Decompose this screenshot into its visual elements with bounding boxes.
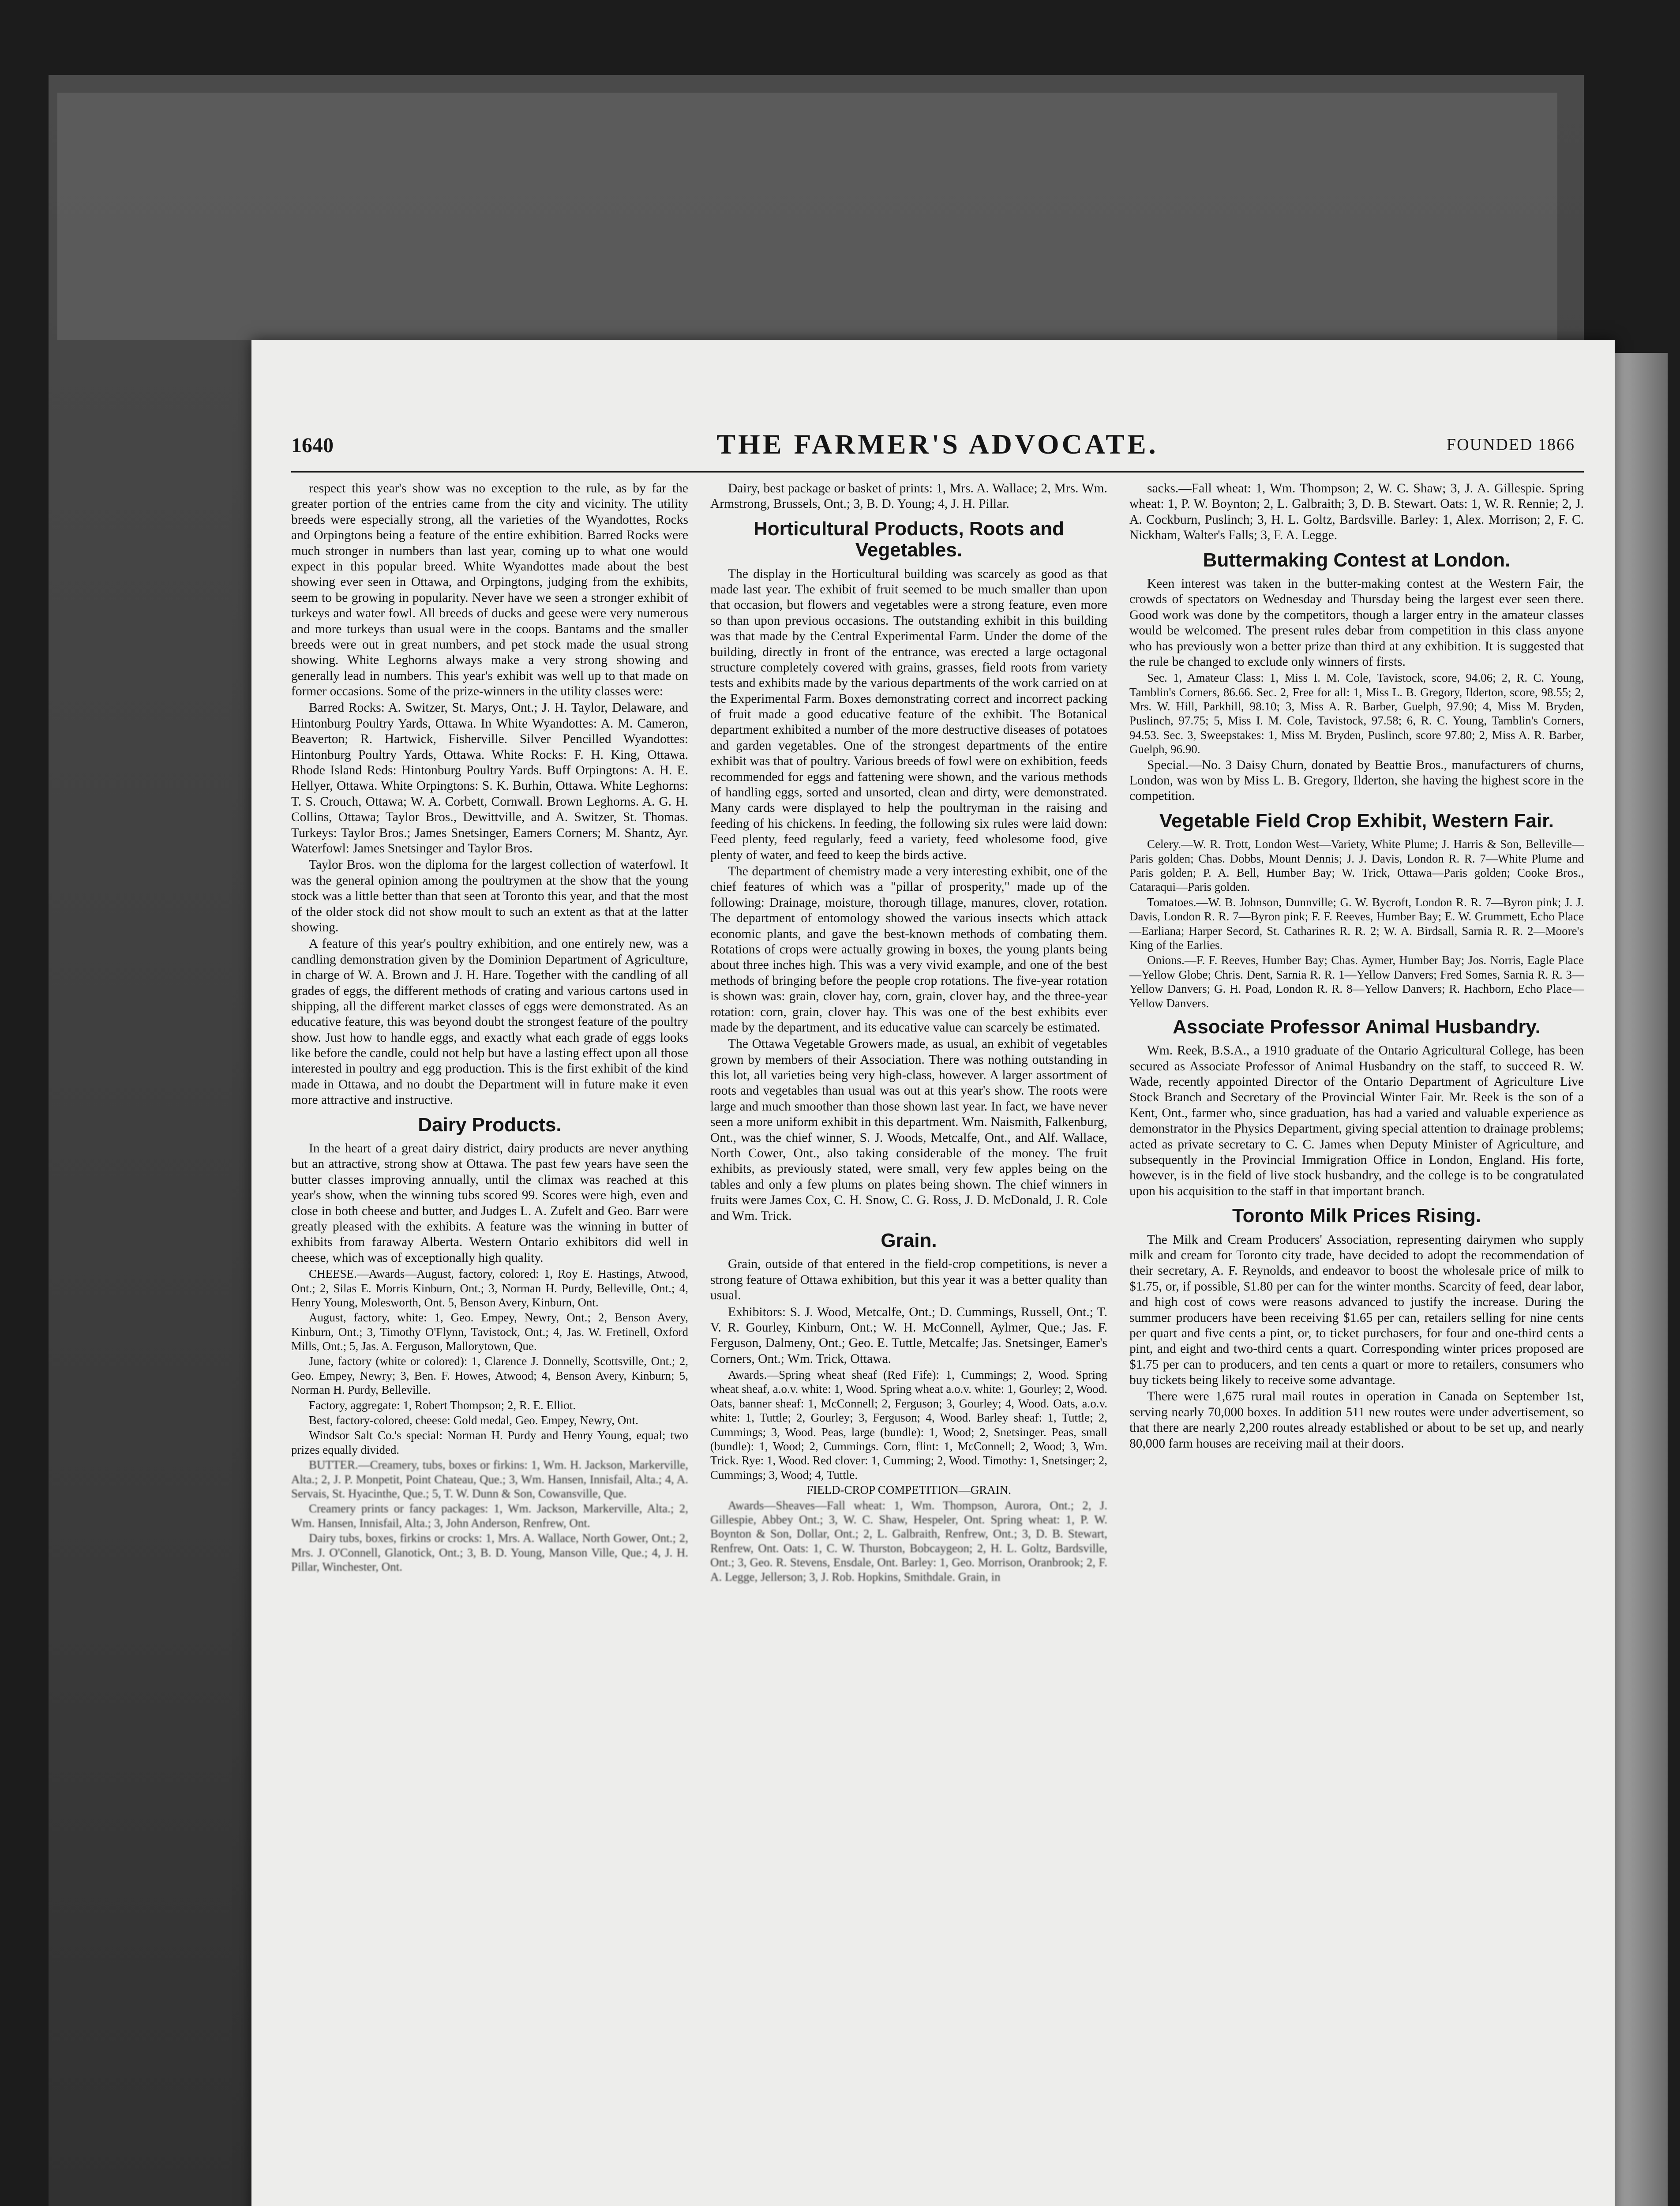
- paragraph: The department of chemistry made a very interesting exhibit, one of the chief features of which was a "pillar of prosperity," made up of the following: Drainage, moisture, thorough tillage, manures, clover, rotation. The department of entomology showed the various insects which attack economic plants, and gave the best-known methods of combating them. Rotations of crops were actually growing in boxes, the young plants being about three inches high. This was a very vivid example, and one of the best methods of bringing before the people crop rotations. The five-year rotation is shown was: grain, clover hay, corn, grain, clover hay, and the three-year rotation: corn, grain, clover hay. This was one of the best exhibits ever made by the department, and its educative value can scarcely be estimated.: [710, 864, 1107, 1035]
- paragraph: respect this year's show was no exception to the rule, as by far the greater portion of the entries came from the city and vicinity. The utility breeds were especially strong, all the varieties of the Wyandottes, Rocks and Orpingtons being a feature of the entire exhibition. Barred Rocks were much stronger in numbers than last year, coming up to what one would expect in this popular breed. White Wyandottes made about the best showing ever seen in Ottawa, and Orpingtons, judging from the exhibits, seem to be growing in popularity. Never have we seen a stronger exhibit of turkeys and water fowl. All breeds of ducks and geese were very numerous and more turkeys than usual were in the coops. Bantams and the smaller breeds were out in great numbers, and pet stock made the usual strong showing. White Leghorns always make a very strong showing and generally lead in numbers. This year's exhibit was well up to that made on former occasions. Some of the prize-winners in the utility classes were:: [291, 481, 688, 699]
- paragraph: Dairy, best package or basket of prints: 1, Mrs. A. Wallace; 2, Mrs. Wm. Armstrong, Brussels, Ont.; 3, B. D. Young; 4, J. H. Pillar.: [710, 481, 1107, 511]
- column-3: [1129, 481, 1584, 2206]
- paragraph: A feature of this year's poultry exhibition, and one entirely new, was a candling demonstration given by the Dominion Department of Agriculture, in charge of W. A. Brown and J. H. Hare. Together with the candling of all grades of eggs, the different methods of crating and various cartons used in shipping, all the different market classes of eggs were demonstrated. As an educative feature, this was beyond doubt the strongest feature of the poultry show. Just how to handle eggs, and exactly what each grade of eggs looks like before the candle, could not help but have a lasting effect upon all those interested in poultry and egg production. This is the first exhibit of the kind made in Ottawa, and no doubt the Department will in future make it even more attractive and instructive.: [291, 937, 688, 1107]
- paragraph: Wm. Reek, B.S.A., a 1910 graduate of the Ontario Agricultural College, has been secured as Associate Professor of Animal Husbandry on the staff, to succeed R. W. Wade, recently appointed Director of the Ontario Department of Agriculture Live Stock Branch and Secretary of the Provincial Winter Fair. Mr. Reek is the son of a Kent, Ont., farmer who, since graduation, has had a varied and valuable experience as demonstrator in the Physics Department, giving special attention to drainage problems; acted as private secretary to C. C. James when Deputy Minister of Agriculture, and subsequently in the Provincial Immigration Office in London, England. His forte, however, is in the field of live stock husbandry, and the college is to be congratulated upon his acquisition to the staff in that important branch.: [1129, 1043, 1584, 1198]
- award-paragraph: CHEESE.—Awards—August, factory, colored: 1, Roy E. Hastings, Atwood, Ont.; 2, Silas E. Morris Kinburn, Ont.; 3, Norman H. Purdy, Belleville, Ont.; 4, Henry Young, Molesworth, Ont. 5, Benson Avery, Kinburn, Ont.: [291, 1267, 688, 1309]
- award-paragraph: June, factory (white or colored): 1, Clarence J. Donnelly, Scottsville, Ont.; 2, Geo. Empey, Newry; 3, Ben. F. Howes, Atwood; 4, Benson Avery, Kinburn; 5, Norman H. Purdy, Belleville.: [291, 1354, 688, 1397]
- section-heading-grain: Grain.: [881, 1229, 937, 1251]
- award-paragraph: Windsor Salt Co.'s special: Norman H. Purdy and Henry Young, equal; two prizes equally divided.: [291, 1429, 688, 1456]
- award-paragraph: Factory, aggregate: 1, Robert Thompson; 2, R. E. Elliot.: [309, 1398, 576, 1412]
- award-paragraph: August, factory, white: 1, Geo. Empey, Newry, Ont.; 2, Benson Avery, Kinburn, Ont.; 3, Timothy O'Flynn, Tavistock, Ont.; 4, Jas. W. Fretinell, Oxford Mills, Ont.; 5, Jas. A. Ferguson, Mallorytown, Que.: [291, 1311, 688, 1353]
- back-page-shadow: [57, 93, 1557, 340]
- award-paragraph: Awards—Sheaves—Fall wheat: 1, Wm. Thompson, Aurora, Ont.; 2, J. Gillespie, Abbey Ont.; 3, W. C. Shaw, Hespeler, Ont. Spring wheat: 1, P. W. Boynton & Son, Dollar, Ont.; 2, L. Galbraith, Renfrew, Ont.; 3, D. B. Stewart, Renfrew, Ont. Oats: 1, C. W. Thurston, Bobcaygeon; 2, H. L. Goltz, Bardsville, Ont.; 3, Geo. R. Stevens, Ensdale, Ont. Barley: 1, Geo. Morrison, Oranbrook; 2, F. A. Legge, Jellerson; 3, J. Rob. Hopkins, Smithdale. Grain, in: [710, 1498, 1107, 1583]
- page-number: 1640: [291, 434, 334, 457]
- section-heading-horticultural: Horticultural Products, Roots and Vegetables.: [753, 518, 1065, 561]
- column-1: [291, 481, 688, 2206]
- paragraph: Grain, outside of that entered in the field-crop competitions, is never a strong feature of Ottawa exhibition, but this year it was a better quality than usual.: [710, 1257, 1107, 1303]
- subheading: FIELD-CROP COMPETITION—GRAIN.: [806, 1483, 1011, 1497]
- paragraph: Exhibitors: S. J. Wood, Metcalfe, Ont.; D. Cummings, Russell, Ont.; T. V. R. Gourley, Kinburn, Ont.; W. H. McConnell, Aylmer, Que.; Jas. F. Ferguson, Dalmeny, Ont.; Geo. E. Tuttle, Metcalfe; Jas. Snetsinger, Eamer's Corners, Ont.; Wm. Trick, Ottawa.: [710, 1305, 1107, 1366]
- award-paragraph: Onions.—F. F. Reeves, Humber Bay; Chas. Aymer, Humber Bay; Jos. Norris, Eagle Place—Yellow Globe; Chris. Dent, Sarnia R. R. 1—Yellow Danvers; Fred Somes, Sarnia R. R. 3—Yellow Danvers; G. H. Poad, London R. R. 8—Yellow Danvers; R. Hachborn, Echo Place—Yellow Danvers.: [1129, 953, 1584, 1010]
- paragraph: Barred Rocks: A. Switzer, St. Marys, Ont.; J. H. Taylor, Delaware, and Hintonburg Poultry Yards, Ottawa. In White Wyandottes: A. M. Cameron, Beaverton; R. Hartwick, Fisherville. Silver Pencilled Wyandottes: Hintonburg Poultry Yards, Ottawa. White Rocks: F. H. King, Ottawa. Rhode Island Reds: Hintonburg Poultry Yards. Buff Orpingtons: A. H. E. Hellyer, Ottawa. White Orpingtons: S. K. Burhin, Ottawa. White Leghorns: T. S. Crouch, Ottawa; W. A. Corbett, Cornwall. Brown Leghorns. A. G. H. Collins, Ottawa; Taylor Bros., Dewittville, and A. Switzer, St. Thomas. Turkeys: Taylor Bros.; James Snetsinger, Eamers Corners; M. Shantz, Ayr. Waterfowl: James Snetsinger and Taylor Bros.: [291, 701, 688, 855]
- paragraph: The display in the Horticultural building was scarcely as good as that made last year. The exhibit of fruit seemed to be much smaller than upon that occasion, but flowers and vegetables were a strong feature, even more so than upon previous occasions. The outstanding exhibit in this building was that made by the Central Experimental Farm. Under the dome of the building, directly in front of the entrance, was erected a large octagonal structure completely covered with grains, grasses, field roots from variety tests and exhibits made by the various departments of the work carried on at the Experimental Farm. Boxes demonstrating correct and incorrect packing of fruit made a good educative feature of the exhibit. The Botanical department exhibited a number of the more destructive diseases of potatoes and garden vegetables. One of the strongest departments of the entire exhibit was that of poultry. Various breeds of fowl were on exhibition, feeds recommended for eggs and fattening were shown, and the various methods of handling eggs, sorted and unsorted, clean and dirty, were demonstrated. Many cards were displayed to help the poultryman in the raising and feeding of his chickens. In feeding, the following six rules were laid down: Feed plenty, feed regularly, feed a variety, feed wholesome food, give plenty of water, and feed to keep the birds active.: [710, 567, 1107, 862]
- award-paragraph: Tomatoes.—W. B. Johnson, Dunnville; G. W. Bycroft, London R. R. 7—Byron pink; J. J. Davis, London R. R. 7—Byron pink; F. F. Reeves, Humber Bay; E. W. Grummett, Echo Place—Earliana; Harper Secord, St. Catharines R. R. 2; W. A. Birdsall, Sarnia R. R. 2—Moore's King of the Earlies.: [1129, 895, 1584, 952]
- paragraph: Special.—No. 3 Daisy Churn, donated by Beattie Bros., manufacturers of churns, London, was won by Miss L. B. Gregory, Ilderton, she having the highest score in the competition.: [1129, 758, 1584, 803]
- newspaper-page: [251, 340, 1615, 2206]
- award-paragraph: Creamery prints or fancy packages: 1, Wm. Jackson, Markerville, Alta.; 2, Wm. Hansen, Innisfail, Alta.; 3, John Anderson, Renfrew, Ont.: [291, 1502, 688, 1530]
- paragraph: The Milk and Cream Producers' Association, representing dairymen who supply milk and cream for Toronto city trade, have decided to adopt the recommendation of their secretary, A. F. Reynolds, and endeavor to boost the wholesale price of milk to $1.75, or, if possible, $1.80 per can for the winter months. Scarcity of feed, dear labor, and high cost of cows were reasons advanced to justify the increase. During the summer producers have been receiving $1.65 per can, retailers selling for nine cents per quart and five cents a pint, or, to ticket purchasers, for four and one-third cents a pint, and eight and two-third cents a quart. Corresponding winter prices proposed are $1.75 per can to producers, and ten cents a quart or more to retailers, consumers who buy tickets being likely to receive some advantage.: [1129, 1232, 1584, 1388]
- page-header: [291, 428, 1584, 468]
- paragraph: Keen interest was taken in the butter-making contest at the Western Fair, the crowds of spectators on Wednesday and Thursday being the largest ever seen there. Good work was done by the competitors, though a larger entry in the amateur classes would be welcomed. The present rules debar from competition in this class anyone who has previously won a better prize than third at any exhibition. It is suggested that the rule be changed to exclude only winners of firsts.: [1129, 576, 1584, 669]
- masthead: THE FARMER'S ADVOCATE.: [716, 428, 1159, 460]
- award-paragraph: Dairy tubs, boxes, firkins or crocks: 1, Mrs. A. Wallace, North Gower, Ont.; 2, Mrs. J. O'Connell, Glanotick, Ont.; 3, B. D. Young, Manson Ville, Que.; 4, J. H. Pillar, Winchester, Ont.: [291, 1531, 688, 1573]
- paragraph: Taylor Bros. won the diploma for the largest collection of waterfowl. It was the general opinion among the poultrymen at the show that the young stock was a little better than that seen at Toronto this year, and that the most of the older stock did not show moult to such an extent as that at the latter showing.: [291, 858, 688, 934]
- section-heading-professor: Associate Professor Animal Husbandry.: [1173, 1016, 1541, 1038]
- award-paragraph: Awards.—Spring wheat sheaf (Red Fife): 1, Cummings; 2, Wood. Spring wheat sheaf, a.o.v. white: 1, Wood. Spring wheat a.o.v. white: 1, Gourley; 2, Wood. Oats, banner sheaf: 1, McConnell; 2, Ferguson; 3, Gourley; 4, Wood. Oats, a.o.v. white: 1, Tuttle; 2, Gourley; 3, Ferguson; 4, Wood. Barley sheaf: 1, Tuttle; 2, Cummings; 3, Wood. Peas, large (bundle): 1, Wood; 2, Snetsinger. Peas, small (bundle): 1, Wood; 2, Cummings. Corn, flint: 1, McConnell; 2, Wood; 3, Wm. Trick. Rye: 1, Wood. Red clover: 1, Cumming; 2, Wood. Timothy: 1, Snetsinger; 2, Cummings; 3, Wood; 4, Tuttle.: [710, 1368, 1107, 1482]
- paragraph: sacks.—Fall wheat: 1, Wm. Thompson; 2, W. C. Shaw; 3, J. A. Gillespie. Spring wheat: 1, P. W. Boynton; 2, L. Galbraith; 3, D. B. Stewart. Oats: 1, W. R. Rennie; 2, J. A. Cockburn, Puslinch; 3, H. L. Goltz, Bardsville. Barley: 1, Alex. Morrison; 2, F. C. Nickham, Walter's Falls; 3, F. A. Legge.: [1129, 481, 1584, 543]
- header-rule: [291, 471, 1584, 473]
- award-paragraph: Celery.—W. R. Trott, London West—Variety, White Plume; J. Harris & Son, Belleville—Paris golden; Chas. Dobbs, Mount Dennis; J. J. Davis, London R. R. 7—White Plume and Paris golden; P. A. Bell, Humber Bay; W. Trick, Ottawa—Paris golden; Cooke Bros., Cataraqui—Paris golden.: [1129, 837, 1584, 894]
- paragraph: There were 1,675 rural mail routes in operation in Canada on September 1st, serving nearly 70,000 boxes. In addition 511 new routes were under advertisement, so that there are nearly 2,200 routes already established or about to be set up, and nearly 80,000 farm houses are receiving mail at their doors.: [1129, 1389, 1584, 1451]
- award-paragraph: Sec. 1, Amateur Class: 1, Miss I. M. Cole, Tavistock, score, 94.06; 2, R. C. Young, Tamblin's Corners, 86.66. Sec. 2, Free for all: 1, Miss L. B. Gregory, Ilderton, score, 98.55; 2, Mrs. W. Hill, Parkhill, 98.10; 3, Miss A. R. Barber, Guelph, 97.90; 4, Miss M. Bryden, Puslinch, 97.75; 5, Miss I. M. Cole, Tavistock, 97.58; 6, R. C. Young, Tamblin's Corners, 94.53. Sec. 3, Sweepstakes: 1, Miss M. Bryden, Puslinch, score 97.80; 2, Miss A. R. Barber, Guelph, 96.90.: [1129, 671, 1584, 756]
- column-2: [710, 481, 1107, 2206]
- section-heading-dairy: Dairy Products.: [418, 1114, 562, 1136]
- paragraph: In the heart of a great dairy district, dairy products are never anything but an attractive, strong show at Ottawa. The past few years have seen the butter classes improving annually, until the climax was reached at this year's show, when the winning tubs scored 99. Scores were high, even and close in both cheese and butter, and Judges L. A. Zufelt and Geo. Barr were greatly pleased with the exhibits. A feature was the winning in butter of exhibits from faraway Alberta. Western Ontario exhibitors did well in cheese, which was of exceptionally high quality.: [291, 1141, 688, 1265]
- section-heading-milk-prices: Toronto Milk Prices Rising.: [1232, 1205, 1481, 1227]
- section-heading-buttermaking: Buttermaking Contest at London.: [1203, 549, 1511, 571]
- paragraph: The Ottawa Vegetable Growers made, as usual, an exhibit of vegetables grown by members of their Association. There was nothing outstanding in this lot, all varieties being very high-class, however. A larger assortment of roots and vegetables than usual was out at this year's show. The roots were large and much smoother than those shown last year. In fact, we have never seen a more uniform exhibit in this department. Wm. Naismith, Falkenburg, Ont., was the chief winner, S. J. Woods, Metcalfe, Ont., and Alf. Wallace, North Cower, Ont., also taking considerable of the money. The fruit exhibits, as previously stated, were small, very few apples being on the tables and only a few plums on plates being shown. The chief winners in fruits were James Cox, C. H. Snow, C. G. Ross, J. D. McDonald, J. R. Cole and Wm. Trick.: [710, 1037, 1107, 1223]
- founded-note: FOUNDED 1866: [1446, 435, 1575, 454]
- award-paragraph: Best, factory-colored, cheese: Gold medal, Geo. Empey, Newry, Ont.: [309, 1414, 638, 1427]
- section-heading-vegetable: Vegetable Field Crop Exhibit, Western Fair.: [1159, 810, 1554, 832]
- award-paragraph: BUTTER.—Creamery, tubs, boxes or firkins: 1, Wm. H. Jackson, Markerville, Alta.; 2, J. P. Monpetit, Point Chateau, Que.; 3, Wm. Hansen, Innisfail, Alta.; 4, A. Servais, St. Hyacinthe, Que.; 5, T. W. Dunn & Son, Cowansville, Que.: [291, 1458, 688, 1500]
